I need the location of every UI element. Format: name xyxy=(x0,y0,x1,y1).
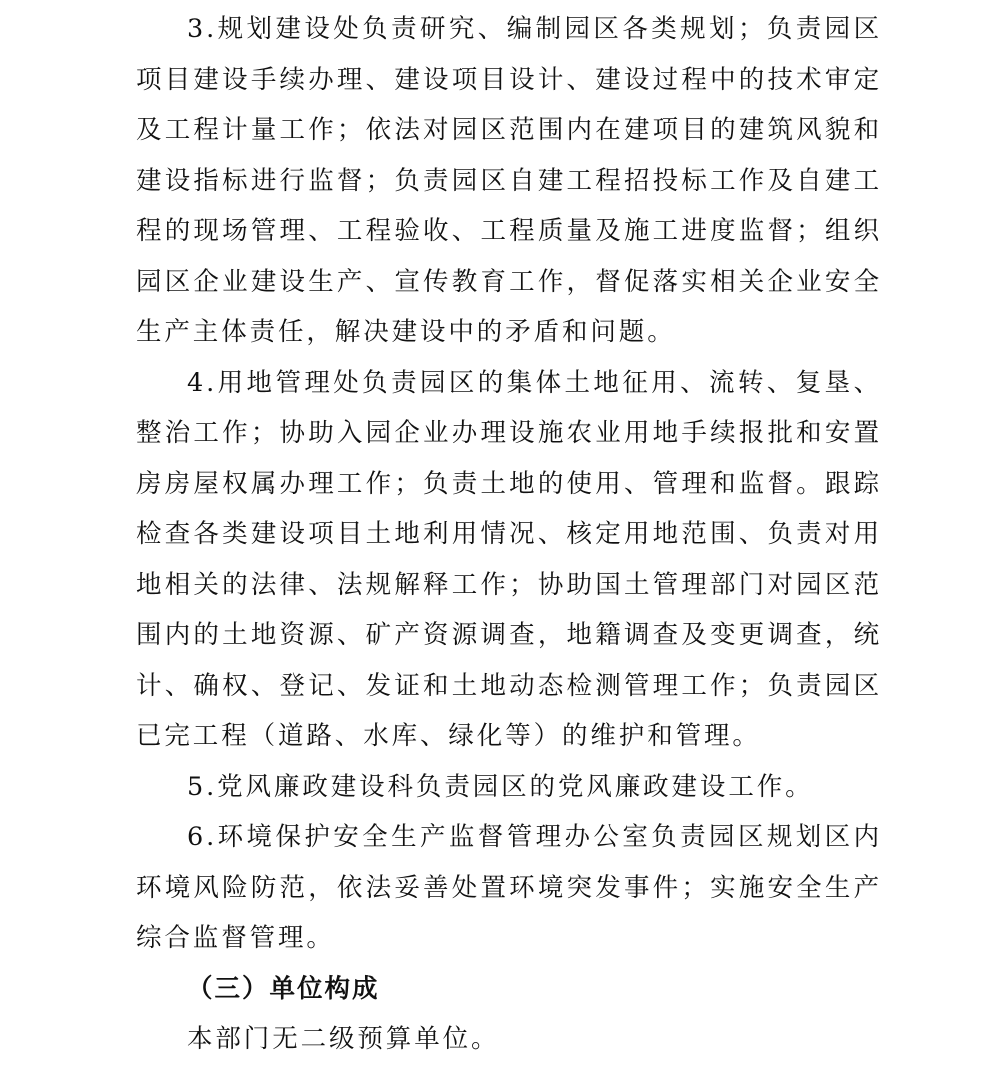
document-body xyxy=(136,4,882,1065)
paragraph-no-secondary-units: 本部门无二级预算单位。 xyxy=(187,1024,500,1054)
paragraph-planning-construction: 3.规划建设处负责研究、编制园区各类规划；负责园区项目建设手续办理、建设项目设计、建设过程中的技术审定及工程计量工作；依法对园区范围内在建项目的建筑风貌和建设指标进行监督；负责园区自建工程招投标工作及自建工程的现场管理、工程验收、工程质量及施工进度监督；组织园区企业建设生产、宣传教育工作，督促落实相关企业安全生产主体责任，解决建设中的矛盾和问题。 xyxy=(136,14,882,347)
section-heading-unit-composition: （三）单位构成 xyxy=(187,973,380,1004)
paragraph-environment-safety: 6.环境保护安全生产监督管理办公室负责园区规划区内环境风险防范，依法妥善处置环境突发事件；实施安全生产综合监督管理。 xyxy=(136,822,882,953)
paragraph-party-integrity: 5.党风廉政建设科负责园区的党风廉政建设工作。 xyxy=(187,771,814,802)
paragraph-land-management: 4.用地管理处负责园区的集体土地征用、流转、复垦、整治工作；协助入园企业办理设施农业用地手续报批和安置房房屋权属办理工作；负责土地的使用、管理和监督。跟踪检查各类建设项目土地利用情况、核定用地范围、负责对用地相关的法律、法规解释工作；协助国土管理部门对园区范围内的土地资源、矿产资源调查，地籍调查及变更调查，统计、确权、登记、发证和土地动态检测管理工作；负责园区已完工程（道路、水库、绿化等）的维护和管理。 xyxy=(136,367,882,751)
